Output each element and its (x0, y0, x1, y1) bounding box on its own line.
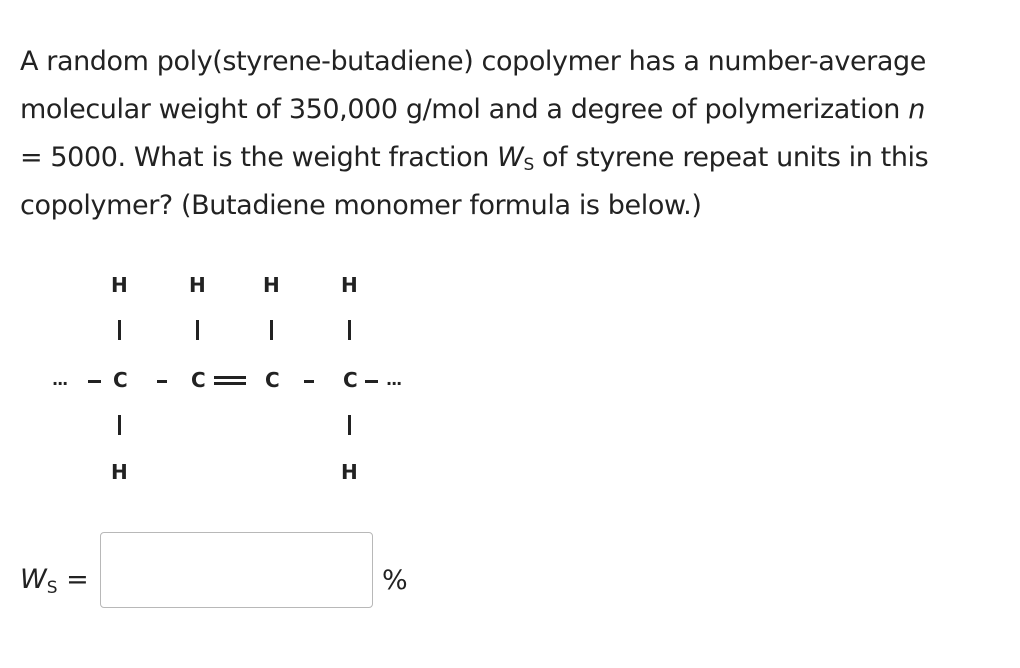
question-text (20, 38, 1005, 230)
question-line-2-text: molecular weight of 350,000 g/mol and a degree of polymerization (20, 94, 909, 125)
double-bond-c2-c3 (214, 376, 246, 385)
variable-n: n (908, 94, 925, 125)
carbon-2: C (191, 368, 206, 392)
ws-label (20, 564, 89, 598)
carbon-3: C (265, 368, 280, 392)
top-hydrogen-4: H (341, 273, 358, 297)
bond-top-1 (118, 320, 121, 340)
variable-ws-subscript: S (523, 155, 534, 175)
bond-top-3 (270, 320, 273, 340)
bond-bottom-1 (118, 415, 121, 435)
ws-answer-input[interactable] (100, 532, 373, 608)
bond-top-4 (348, 320, 351, 340)
bond-bottom-2 (348, 415, 351, 435)
question-line-4: copolymer? (Butadiene monomer formula is below.) (20, 190, 702, 221)
ws-label-equals: = (57, 564, 89, 595)
question-line-1: A random poly(styrene-butadiene) copolymer has a number-average (20, 46, 926, 77)
butadiene-structure (0, 255, 480, 495)
bottom-hydrogen-1: H (111, 460, 128, 484)
ws-label-variable (20, 564, 58, 598)
bond-top-2 (196, 320, 199, 340)
question-line-3-text: = 5000. What is the weight fraction (20, 142, 498, 173)
bond-right-end (365, 380, 378, 383)
ws-label-subscript: S (46, 578, 58, 598)
top-hydrogen-2: H (189, 273, 206, 297)
variable-ws-letter: W (497, 142, 524, 173)
bond-left-end (88, 380, 101, 383)
bond-c3-c4 (304, 380, 314, 383)
top-hydrogen-3: H (263, 273, 280, 297)
top-hydrogen-1: H (111, 273, 128, 297)
ws-label-letter: W (20, 564, 47, 595)
question-line-3 (20, 134, 1005, 182)
variable-ws (497, 142, 534, 173)
question-line-2 (20, 86, 1005, 134)
bond-c1-c2 (157, 380, 167, 383)
question-line-3-tail: of styrene repeat units in this (533, 142, 929, 173)
bottom-hydrogen-2: H (341, 460, 358, 484)
percent-unit: % (382, 565, 408, 596)
right-ellipsis: ... (386, 370, 402, 389)
carbon-1: C (113, 368, 128, 392)
carbon-4: C (343, 368, 358, 392)
left-ellipsis: ... (52, 370, 68, 389)
